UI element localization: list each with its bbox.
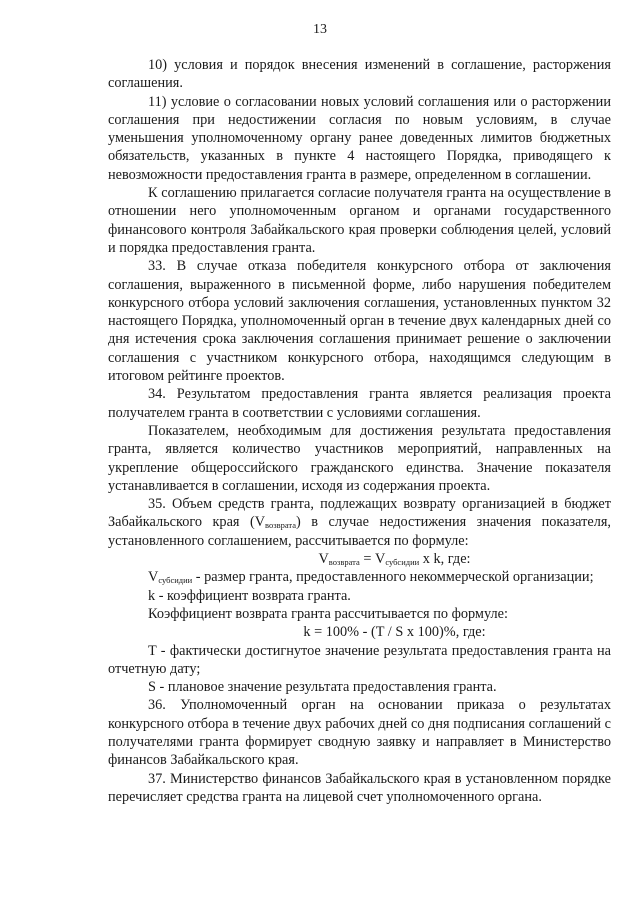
refund-formula <box>108 550 611 568</box>
paragraph-35 <box>108 495 611 550</box>
k-formula-intro: Коэффициент возврата гранта рассчитывается по формуле: <box>148 605 508 622</box>
def-v-letter: V <box>148 569 159 586</box>
paragraph-33: 33. В случае отказа победителя конкурсного отбора от заключения соглашения, выраженного в письменной форме, либо нарушения победителем конкурсного отбора условий заключения соглашения, установленных пунктом 32 настоящего Порядка, уполномоченный орган в течение двух календарных дней со дня истечения срока заключения соглашения принимает решение о заключении соглашения с участником конкурсного отбора, находящимся следующим в итоговом рейтинге проектов. <box>108 258 611 385</box>
definition-t: T - фактически достигнутое значение результата предоставления гранта на отчетную дату; <box>108 642 611 677</box>
definition-k: k - коэффициент возврата гранта. <box>148 587 351 604</box>
paragraph-37: 37. Министерство финансов Забайкальского края в установленном порядке перечисляет средства гранта на лицевой счет уполномоченного органа. <box>108 770 611 805</box>
coefficient-formula: k = 100% - (T / S x 100)%, где: <box>303 624 486 641</box>
paragraph-agreement-consent: К соглашению прилагается согласие получателя гранта на осуществление в отношении него уполномоченным органом и органами государственного финансового контроля Забайкальского края проверки соблюдения целей, условий и порядка предоставления гранта. <box>108 185 611 256</box>
paragraph-36: 36. Уполномоченный орган на основании приказа о результатах конкурсного отбора в течение двух рабочих дней со дня подписания соглашений с получателями гранта формирует сводную заявку и направляет в Министерство финансов Забайкальского края. <box>108 697 611 769</box>
page-number: 13 <box>313 22 327 37</box>
document-body <box>108 56 611 806</box>
def-v-subscript: субсидии <box>158 575 193 586</box>
paragraph-34: 34. Результатом предоставления гранта является реализация проекта получателем гранта в соответствии с условиями соглашения. <box>108 386 611 421</box>
definition-s: S - плановое значение результата предоставления гранта. <box>148 679 497 696</box>
definition-v-grant <box>108 568 611 586</box>
p35-text-a: 35. Объем средств гранта, подлежащих возврату организацией в бюджет Забайкальского края (V <box>108 496 611 531</box>
paragraph-indicator: Показателем, необходимым для достижения результата предоставления гранта, является количество участников мероприятий, направленных на укрепление общероссийского гражданского единства. Значение показателя устанавливается в соглашении, исходя из содержания проекта. <box>108 422 611 494</box>
paragraph-11: 11) условие о согласовании новых условий соглашения или о расторжении соглашения при недостижении согласия по новым условиям, в случае уменьшения уполномоченному органу ранее доведенных лимитов бюджетных обязательств, указанных в пункте 4 настоящего Порядка, приводящего к невозможности предоставления гранта в размере, определенном в соглашении. <box>108 93 611 183</box>
p35-text-b: ) в случае недостижения значения показателя, установленного соглашением, рассчитывается по формуле: <box>108 514 611 549</box>
formula1-v: V <box>318 551 329 568</box>
def-v-text: - размер гранта, предоставленного некоммерческой организации; <box>192 569 594 586</box>
formula1-sub-grant: субсидии <box>385 557 420 568</box>
paragraph-10: 10) условия и порядок внесения изменений в соглашение, расторжения соглашения. <box>108 57 611 92</box>
formula1-end: x k, где: <box>419 551 471 568</box>
p35-subscript: возврата <box>265 520 297 531</box>
formula1-mid: = V <box>359 551 386 568</box>
formula1-sub-refund: возврата <box>328 557 360 568</box>
